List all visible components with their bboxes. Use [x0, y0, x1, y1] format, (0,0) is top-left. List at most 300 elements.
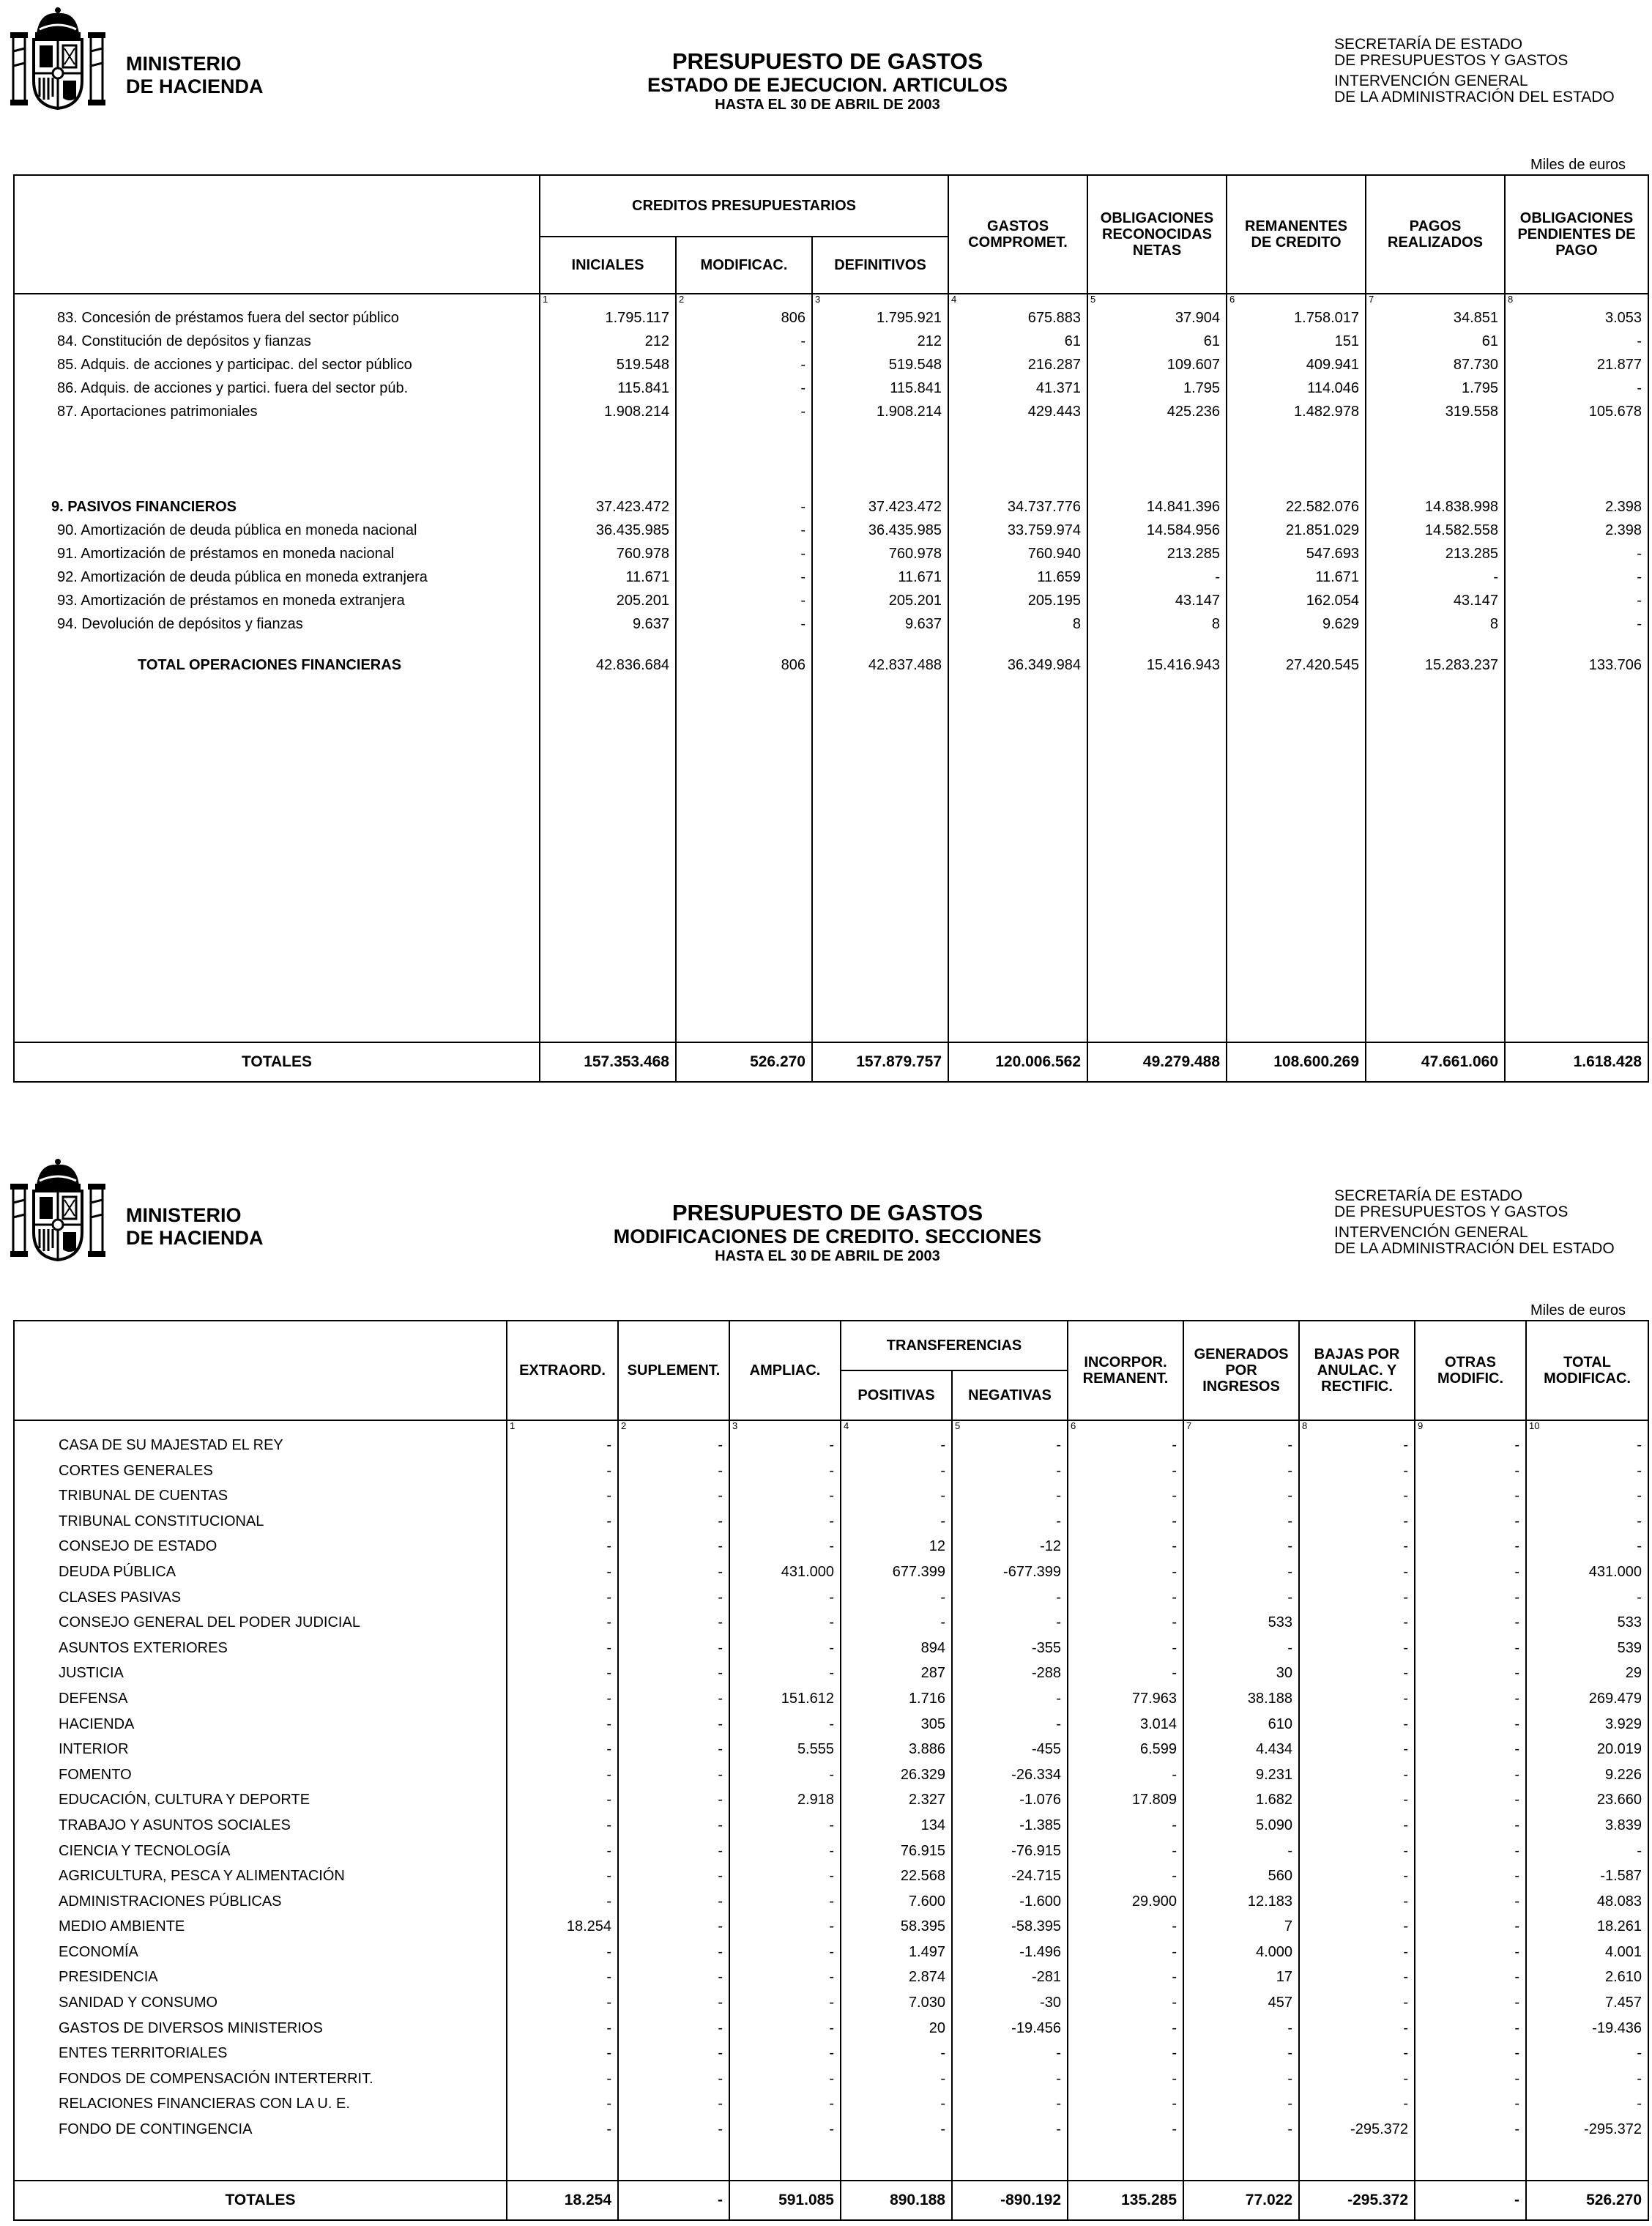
cell-value: -	[800, 616, 805, 632]
cell-value: 115.841	[617, 380, 669, 396]
secretaria-line: DE PRESUPUESTOS Y GASTOS	[1334, 1203, 1569, 1220]
total-value: 49.279.488	[1087, 1042, 1227, 1082]
cell-value: 17.809	[1131, 1792, 1177, 1808]
cell-value: -	[606, 2019, 611, 2036]
cell-value: 806	[781, 310, 805, 326]
cell-value: 2.874	[908, 1969, 945, 1986]
row-label: CLASES PASIVAS	[59, 1589, 182, 1606]
cell-value: -	[1172, 2019, 1177, 2036]
total-value: 18.254	[507, 2181, 618, 2220]
cell-value: 1.908.214	[604, 404, 669, 420]
cell-value: -	[1514, 1995, 1520, 2011]
cell-value: -	[1172, 1614, 1177, 1631]
cell-value: -	[1514, 1614, 1520, 1631]
secretaria-line: DE LA ADMINISTRACIÓN DEL ESTADO	[1334, 89, 1615, 105]
cell-value: 319.558	[1445, 404, 1499, 420]
cell-value: -	[1514, 2019, 1520, 2036]
cell-value: -	[1637, 1513, 1642, 1529]
cell-value: -	[1215, 569, 1221, 585]
header-modificac: MODIFICAC.	[676, 237, 812, 294]
cell-value: -	[829, 1513, 834, 1529]
header-definitivos: DEFINITIVOS	[812, 237, 948, 294]
cell-value: -	[1403, 1488, 1409, 1505]
cell-value: -	[1287, 1589, 1293, 1606]
cell-value: 162.054	[1306, 593, 1360, 609]
column-number: 4	[951, 294, 957, 305]
cell-value: -	[1056, 1715, 1062, 1732]
cell-value: -	[800, 499, 805, 515]
cell-value: -	[1403, 1665, 1409, 1682]
column-number: 5	[1090, 294, 1096, 305]
column-number: 6	[1229, 294, 1235, 305]
column-number-spacer	[15, 294, 539, 305]
cell-value: -	[1287, 1488, 1293, 1505]
header-remanentes: REMANENTES DE CREDITO	[1227, 175, 1366, 294]
cell-value: 4.000	[1255, 1943, 1293, 1960]
cell-value: -	[1514, 2070, 1520, 2087]
cell-value: -	[1637, 380, 1642, 396]
cell-value: 41.371	[1035, 380, 1082, 396]
value-column	[1526, 1420, 1648, 2181]
cell-value: 429.443	[1027, 404, 1082, 420]
cell-value: -	[718, 1614, 723, 1631]
cell-value: 12.183	[1247, 1893, 1293, 1910]
cell-value: -	[606, 1437, 611, 1453]
cell-value: -	[1514, 1792, 1520, 1808]
cell-value: -	[829, 2096, 834, 2112]
value-column	[952, 1420, 1068, 2181]
row-label: ASUNTOS EXTERIORES	[59, 1639, 228, 1656]
value-column	[676, 294, 812, 1042]
cell-value: -	[829, 1766, 834, 1783]
cell-value: -	[1056, 2096, 1062, 2112]
cell-value: 7	[1284, 1918, 1293, 1935]
total-value: -890.192	[952, 2181, 1068, 2220]
totals-label: TOTALES	[14, 2181, 507, 2220]
row-label: MEDIO AMBIENTE	[59, 1918, 185, 1935]
cell-value: 7.600	[908, 1893, 945, 1910]
cell-value: 48.083	[1596, 1893, 1642, 1910]
total-value: 526.270	[1526, 2181, 1648, 2220]
row-label: GASTOS DE DIVERSOS MINISTERIOS	[59, 2019, 323, 2036]
cell-value: -	[606, 1563, 611, 1580]
cell-value: 894	[920, 1639, 945, 1656]
cell-value: -	[829, 1665, 834, 1682]
cell-value: 11.659	[1037, 569, 1082, 585]
cell-value: 760.978	[616, 546, 669, 562]
cell-value: -	[1056, 1462, 1062, 1479]
cell-value: -	[829, 2121, 834, 2138]
cell-value: -	[1172, 1842, 1177, 1859]
cell-value: 1.497	[908, 1943, 945, 1960]
row-label: TRIBUNAL DE CUENTAS	[59, 1488, 228, 1505]
cell-value: 134	[920, 1817, 945, 1833]
cell-value: 36.435.985	[595, 522, 669, 538]
cell-value: -	[829, 2019, 834, 2036]
cell-value: 151.612	[781, 1690, 834, 1707]
cell-value: -	[718, 1462, 723, 1479]
cell-value: -	[1403, 1918, 1409, 1935]
cell-value: 18.254	[566, 1918, 611, 1935]
cell-value: 18.261	[1596, 1918, 1642, 1935]
cell-value: -	[1403, 1766, 1409, 1783]
cell-value: -	[1637, 616, 1642, 632]
cell-value: -	[718, 1690, 723, 1707]
cell-value: -	[829, 1437, 834, 1453]
secretaria-line: DE PRESUPUESTOS Y GASTOS	[1334, 52, 1569, 69]
row-label: 86. Adquis. de acciones y partici. fuera del sector púb.	[57, 380, 409, 396]
cell-value: -	[800, 569, 805, 585]
cell-value: 533	[1617, 1614, 1642, 1631]
cell-value: 269.479	[1588, 1690, 1642, 1707]
header-positivas: POSITIVAS	[841, 1370, 952, 1420]
cell-value: -	[940, 2096, 945, 2112]
cell-value: 533	[1268, 1614, 1293, 1631]
header-generados: GENERADOS POR INGRESOS	[1183, 1321, 1299, 1420]
cell-value: -	[1514, 1563, 1520, 1580]
cell-value: 519.548	[888, 357, 942, 373]
value-column	[948, 294, 1087, 1042]
cell-value: 12	[929, 1538, 945, 1555]
secretaria-block	[1334, 1188, 1615, 1257]
cell-value: -	[800, 404, 805, 420]
cell-value: -	[1403, 2045, 1409, 2062]
cell-value: -	[1172, 1513, 1177, 1529]
cell-value: 3.886	[908, 1741, 945, 1758]
cell-value: -1.076	[1019, 1792, 1062, 1808]
cell-value: 3.929	[1604, 1715, 1642, 1732]
cell-value: -	[1287, 1437, 1293, 1453]
header-ampliac: AMPLIAC.	[729, 1321, 841, 1420]
cell-value: -	[1056, 2121, 1062, 2138]
cell-value: -1.600	[1019, 1893, 1062, 1910]
header-transferencias: TRANSFERENCIAS	[841, 1321, 1068, 1370]
column-number: 2	[679, 294, 685, 305]
cell-value: -	[1403, 1893, 1409, 1910]
row-label: 84. Constitución de depósitos y fianzas	[57, 333, 311, 349]
cell-value: -	[1403, 1741, 1409, 1758]
cell-value: -	[718, 1817, 723, 1833]
value-column	[540, 294, 676, 1042]
cell-value: -	[718, 2070, 723, 2087]
report-title	[513, 1200, 1142, 1265]
cell-value: 409.941	[1306, 357, 1360, 373]
cell-value: -	[606, 1589, 611, 1606]
cell-value: -	[606, 1690, 611, 1707]
cell-value: -	[1172, 1868, 1177, 1885]
column-number: 1	[510, 1420, 516, 1431]
value-column	[1366, 294, 1505, 1042]
cell-value: 29	[1625, 1665, 1642, 1682]
cell-value: -	[829, 1868, 834, 1885]
cell-value: -	[1056, 1589, 1062, 1606]
cell-value: -	[1172, 1462, 1177, 1479]
cell-value: -	[1514, 1741, 1520, 1758]
cell-value: 87.730	[1453, 357, 1499, 373]
cell-value: -	[1514, 1462, 1520, 1479]
secretaria-line: SECRETARÍA DE ESTADO	[1334, 1187, 1523, 1204]
cell-value: -	[1403, 1563, 1409, 1580]
cell-value: -	[1514, 1943, 1520, 1960]
total-value: 157.353.468	[540, 1042, 676, 1082]
value-column	[507, 1420, 618, 2181]
cell-value: -24.715	[1011, 1868, 1062, 1885]
cell-value: -	[718, 1589, 723, 1606]
totals-row	[14, 1042, 1648, 1082]
cell-value: -	[1514, 1918, 1520, 1935]
cell-value: -677.399	[1003, 1563, 1062, 1580]
cell-value: -	[606, 1995, 611, 2011]
cell-value: 14.582.558	[1424, 522, 1499, 538]
row-label: 90. Amortización de deuda pública en moneda nacional	[57, 522, 417, 538]
cell-value: 760.940	[1027, 546, 1082, 562]
cell-value: -	[1514, 1817, 1520, 1833]
column-number: 7	[1186, 1420, 1192, 1431]
cell-value: -	[1287, 2096, 1293, 2112]
cell-value: -	[829, 1715, 834, 1732]
total-value: 1.618.428	[1505, 1042, 1648, 1082]
doc1-header	[0, 0, 1652, 113]
cell-value: -	[1287, 2019, 1293, 2036]
coat-of-arms-icon	[10, 7, 105, 110]
cell-value: -	[718, 2045, 723, 2062]
cell-value: 7.457	[1604, 1995, 1642, 2011]
cell-value: -	[940, 1513, 945, 1529]
cell-value: 1.716	[908, 1690, 945, 1707]
cell-value: -	[606, 1665, 611, 1682]
header-extraord: EXTRAORD.	[507, 1321, 618, 1420]
title-main: PRESUPUESTO DE GASTOS	[671, 48, 983, 74]
cell-value: -	[1637, 1488, 1642, 1505]
cell-value: -	[1172, 1995, 1177, 2011]
cell-value: -	[718, 1868, 723, 1885]
cell-value: -	[606, 1792, 611, 1808]
cell-value: -12	[1040, 1538, 1062, 1555]
cell-value: 213.285	[1445, 546, 1499, 562]
cell-value: -	[829, 1488, 834, 1505]
value-column	[1087, 294, 1227, 1042]
cell-value: 42.836.684	[595, 657, 669, 673]
cell-value: 114.046	[1307, 380, 1360, 396]
cell-value: -	[1514, 1868, 1520, 1885]
cell-value: -	[940, 2121, 945, 2138]
header-blank	[14, 175, 540, 294]
cell-value: -	[606, 2096, 611, 2112]
cell-value: -	[606, 1715, 611, 1732]
secretaria-line: INTERVENCIÓN GENERAL	[1334, 1224, 1528, 1241]
cell-value: 5.090	[1255, 1817, 1293, 1833]
cell-value: -	[800, 357, 805, 373]
row-label: 94. Devolución de depósitos y fianzas	[57, 616, 303, 632]
cell-value: 43.147	[1175, 593, 1221, 609]
column-number: 3	[815, 294, 821, 305]
cell-value: 77.963	[1131, 1690, 1177, 1707]
cell-value: 760.978	[888, 546, 942, 562]
row-label: 92. Amortización de deuda pública en moneda extranjera	[57, 569, 428, 585]
cell-value: 1.682	[1255, 1792, 1293, 1808]
cell-value: 2.610	[1604, 1969, 1642, 1986]
cell-value: -	[1056, 1437, 1062, 1453]
cell-value: -	[1637, 2045, 1642, 2062]
cell-value: -	[1172, 1665, 1177, 1682]
cell-value: 14.584.956	[1146, 522, 1221, 538]
cell-value: -	[1172, 1766, 1177, 1783]
cell-value: -	[606, 1488, 611, 1505]
cell-value: 38.188	[1247, 1690, 1293, 1707]
cell-value: 1.795.117	[605, 310, 669, 326]
row-label: SANIDAD Y CONSUMO	[59, 1995, 218, 2011]
cell-value: 3.053	[1604, 310, 1642, 326]
cell-value: -	[1637, 593, 1642, 609]
cell-value: -	[940, 1614, 945, 1631]
cell-value: -	[829, 1462, 834, 1479]
cell-value: 151	[1334, 333, 1360, 349]
cell-value: -	[1637, 1538, 1642, 1555]
cell-value: -	[606, 1893, 611, 1910]
cell-value: 547.693	[1306, 546, 1360, 562]
cell-value: 36.349.984	[1007, 657, 1082, 673]
cell-value: 109.607	[1167, 357, 1221, 373]
total-value: 890.188	[841, 2181, 952, 2220]
cell-value: -	[1403, 2070, 1409, 2087]
cell-value: -	[1172, 1918, 1177, 1935]
cell-value: -455	[1031, 1741, 1062, 1758]
header-negativas: NEGATIVAS	[952, 1370, 1068, 1420]
label-column	[14, 1420, 507, 2181]
row-label: 9. PASIVOS FINANCIEROS	[51, 499, 237, 515]
cell-value: -	[1172, 1589, 1177, 1606]
cell-value: -	[800, 546, 805, 562]
total-value: 108.600.269	[1227, 1042, 1366, 1082]
cell-value: -	[606, 1817, 611, 1833]
row-label: HACIENDA	[59, 1715, 135, 1732]
total-value: 526.270	[676, 1042, 812, 1082]
cell-value: 15.283.237	[1424, 657, 1499, 673]
cell-value: -	[940, 1437, 945, 1453]
cell-value: -295.372	[1350, 2121, 1409, 2138]
cell-value: 2.398	[1604, 522, 1642, 538]
cell-value: 3.014	[1139, 1715, 1177, 1732]
column-number: 2	[621, 1420, 627, 1431]
cell-value: 677.399	[892, 1563, 945, 1580]
cell-value: 61	[1064, 333, 1082, 349]
cell-value: -	[1172, 1817, 1177, 1833]
cell-value: -	[1172, 1943, 1177, 1960]
column-number: 10	[1529, 1420, 1540, 1431]
cell-value: 675.883	[1027, 310, 1082, 326]
row-label: CASA DE SU MAJESTAD EL REY	[59, 1437, 283, 1453]
cell-value: 205.201	[888, 593, 942, 609]
cell-value: 2.398	[1604, 499, 1642, 515]
cell-value: -281	[1031, 1969, 1062, 1986]
cell-value: -	[718, 1893, 723, 1910]
cell-value: 8	[1211, 616, 1221, 632]
header-pendientes: OBLIGACIONES PENDIENTES DE PAGO	[1505, 175, 1648, 294]
cell-value: -	[606, 2121, 611, 2138]
cell-value: 43.147	[1453, 593, 1499, 609]
cell-value: -	[1403, 1943, 1409, 1960]
cell-value: -	[718, 1943, 723, 1960]
cell-value: -	[1514, 1437, 1520, 1453]
cell-value: -30	[1040, 1995, 1062, 2011]
cell-value: 2.327	[908, 1792, 945, 1808]
cell-value: 105.678	[1588, 404, 1642, 420]
cell-value: -	[718, 2096, 723, 2112]
column-number: 3	[732, 1420, 738, 1431]
cell-value: -	[1403, 1538, 1409, 1555]
header-otras: OTRAS MODIFIC.	[1415, 1321, 1526, 1420]
cell-value: 115.841	[890, 380, 942, 396]
cell-value: -	[1637, 569, 1642, 585]
title-date: HASTA EL 30 DE ABRIL DE 2003	[715, 1248, 940, 1264]
cell-value: 29.900	[1131, 1893, 1177, 1910]
cell-value: 23.660	[1596, 1792, 1642, 1808]
cell-value: 37.904	[1175, 310, 1221, 326]
cell-value: 42.837.488	[868, 657, 942, 673]
cell-value: -	[1287, 1462, 1293, 1479]
cell-value: 431.000	[781, 1563, 834, 1580]
cell-value: -	[829, 1614, 834, 1631]
label-column	[14, 294, 540, 1042]
row-label: ECONOMÍA	[59, 1943, 138, 1960]
cell-value: 213.285	[1167, 546, 1221, 562]
cell-value: -	[718, 1437, 723, 1453]
cell-value: 37.423.472	[868, 499, 942, 515]
cell-value: -	[940, 1589, 945, 1606]
column-number: 1	[543, 294, 548, 305]
cell-value: 20.019	[1596, 1741, 1642, 1758]
cell-value: 14.841.396	[1146, 499, 1221, 515]
row-label: 83. Concesión de préstamos fuera del sector público	[57, 310, 399, 326]
cell-value: 17	[1276, 1969, 1293, 1986]
cell-value: -	[829, 1842, 834, 1859]
cell-value: 4.001	[1604, 1943, 1642, 1960]
value-column	[1183, 1420, 1299, 2181]
cell-value: -	[1403, 2096, 1409, 2112]
ministry-line: MINISTERIO	[126, 53, 242, 75]
secretaria-line: DE LA ADMINISTRACIÓN DEL ESTADO	[1334, 1240, 1615, 1257]
value-column	[1068, 1420, 1183, 2181]
cell-value: 7.030	[908, 1995, 945, 2011]
cell-value: -1.385	[1019, 1817, 1062, 1833]
total-value: 135.285	[1068, 2181, 1183, 2220]
cell-value: -	[718, 1513, 723, 1529]
report-title	[513, 48, 1142, 114]
row-label: AGRICULTURA, PESCA Y ALIMENTACIÓN	[59, 1868, 345, 1885]
cell-value: -	[1637, 1462, 1642, 1479]
cell-value: -	[1056, 1513, 1062, 1529]
cell-value: -	[940, 2070, 945, 2087]
cell-value: -	[718, 1741, 723, 1758]
modifications-table	[13, 1320, 1649, 2221]
cell-value: -	[1514, 1538, 1520, 1555]
cell-value: -	[800, 380, 805, 396]
cell-value: -	[1056, 1614, 1062, 1631]
ministry-line: MINISTERIO	[126, 1204, 242, 1226]
cell-value: 519.548	[616, 357, 669, 373]
cell-value: 5.555	[797, 1741, 834, 1758]
cell-value: -	[1514, 1513, 1520, 1529]
cell-value: -	[1514, 1665, 1520, 1682]
cell-value: -	[1637, 333, 1642, 349]
cell-value: -	[1514, 2096, 1520, 2112]
doc2-header	[0, 1151, 1652, 1264]
cell-value: -	[1637, 1842, 1642, 1859]
row-label: 91. Amortización de préstamos en moneda nacional	[57, 546, 395, 562]
cell-value: -	[1493, 569, 1499, 585]
units-label: Miles de euros	[1530, 1302, 1626, 1318]
cell-value: 21.851.029	[1285, 522, 1360, 538]
